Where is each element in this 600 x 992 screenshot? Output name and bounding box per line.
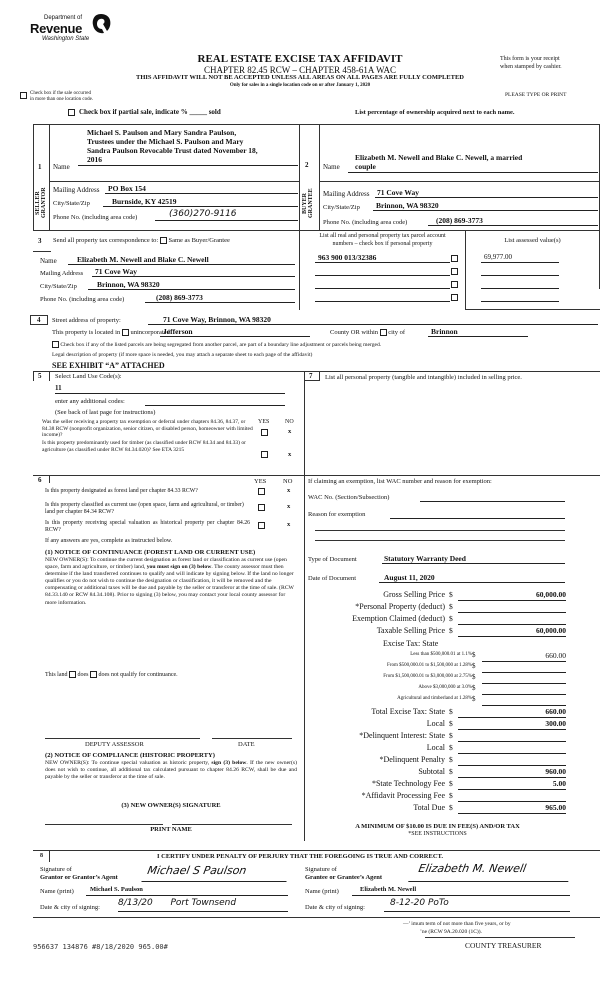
notice2-text-a: NEW OWNER(S): To continue special valuation as historic property, bbox=[45, 760, 212, 766]
buyer-city-field[interactable]: Brinnon, WA 98320 bbox=[373, 201, 598, 211]
land-use-q2-no-answer[interactable]: x bbox=[288, 451, 292, 458]
delinq-state-label: *Delinquent Interest: State bbox=[359, 731, 445, 740]
dor-logo bbox=[30, 12, 130, 52]
delinq-state-field[interactable] bbox=[458, 731, 566, 742]
notice1-title: (1) NOTICE OF CONTINUANCE (FOREST LAND OR CURRENT USE) bbox=[45, 549, 256, 556]
divider bbox=[33, 251, 51, 252]
forest-q2-yes-checkbox[interactable] bbox=[258, 504, 265, 511]
seller-name-line1: Michael S. Paulson and Mary Sandra Paulson, bbox=[87, 128, 237, 137]
assessed-value-field[interactable] bbox=[481, 292, 559, 302]
land-use-label: Select Land Use Code(s): bbox=[55, 373, 122, 380]
personal-label: *Personal Property (deduct) bbox=[355, 602, 445, 611]
grantor-city-value: Port Townsend bbox=[170, 898, 237, 908]
fee-row-personal bbox=[300, 602, 600, 614]
notice1-text bbox=[45, 557, 297, 607]
buyer-phone-label: Phone No. (including area code) bbox=[323, 219, 408, 226]
taxable-label: Taxable Selling Price bbox=[376, 626, 445, 635]
unincorporated-checkbox[interactable] bbox=[122, 329, 129, 336]
grantee-date-field[interactable]: 8-12-20 PoTo bbox=[384, 898, 570, 912]
no-header: NO bbox=[285, 419, 294, 425]
personal-property-checkbox[interactable] bbox=[451, 281, 458, 288]
divider bbox=[49, 475, 50, 483]
see-back-note: (See back of last page for instructions) bbox=[55, 409, 156, 416]
dollar-sign: $ bbox=[449, 707, 453, 716]
buyer-phone-field[interactable]: (208) 869-3773 bbox=[428, 216, 598, 226]
perjury-note-2: ’ne (RCW 9A.20.020 (1C)). bbox=[420, 929, 482, 935]
seller-name-label: Name bbox=[53, 163, 70, 171]
seller-name-line2: Trustees under the Michael S. Paulson and Mary bbox=[87, 137, 244, 146]
perjury-note-1: —’ imum term of not more than five years, or by bbox=[403, 921, 511, 927]
rate-label: From $1,500,000.01 to $3,000,000 at 2.75% bbox=[383, 674, 472, 679]
multi-location-checkbox[interactable] bbox=[20, 92, 27, 99]
additional-codes-field[interactable] bbox=[145, 397, 285, 406]
section-8-number: 8 bbox=[40, 853, 43, 859]
city-field[interactable]: Brinnon bbox=[428, 327, 528, 337]
forest-q1: Is this property designated as forest land per chapter 84.33 RCW? bbox=[45, 488, 198, 494]
dollar-sign: $ bbox=[449, 590, 453, 599]
warning-text: THIS AFFIDAVIT WILL NOT BE ACCEPTED UNLESS ALL AREAS ON ALL PAGES ARE FULLY COMPLETED bbox=[136, 74, 464, 81]
does-not-label: does not qualify for continuance. bbox=[98, 671, 178, 678]
dollar-sign: $ bbox=[449, 731, 453, 740]
seller-side-label: SELLER GRANTOR bbox=[35, 187, 47, 219]
notice2-bold: sign (3) below bbox=[211, 760, 247, 766]
parcel-number-field[interactable] bbox=[315, 292, 450, 302]
assessed-value-field[interactable] bbox=[481, 279, 559, 289]
seller-name-line4[interactable]: 2016 bbox=[78, 155, 298, 166]
divider bbox=[33, 371, 34, 381]
parcel-number-field[interactable] bbox=[315, 266, 450, 276]
dollar-sign: $ bbox=[449, 779, 453, 788]
partial-sale-label: Check box if partial sale, indicate % _____ sold bbox=[79, 108, 221, 116]
receipt-note-2: when stamped by cashier. bbox=[500, 64, 562, 70]
forest-yes-header: YES bbox=[254, 478, 267, 485]
section-3-number: 3 bbox=[38, 237, 42, 245]
wac-field[interactable] bbox=[420, 493, 565, 502]
notice1-bold: you must sign on (3) below bbox=[146, 564, 212, 571]
parcel-number-field[interactable] bbox=[315, 279, 450, 289]
rate-label: From $500,000.01 to $1,500,000 at 1.28% bbox=[387, 663, 472, 668]
dollar-sign: $ bbox=[472, 695, 476, 703]
buyer-city-label: City/State/Zip bbox=[323, 204, 360, 211]
grantee-signature-field[interactable]: Elizabeth M. Newell bbox=[408, 862, 572, 882]
fee-row-delinq-local bbox=[300, 743, 600, 755]
forest-no-header: NO bbox=[283, 478, 293, 485]
see-instructions: *SEE INSTRUCTIONS bbox=[408, 831, 467, 837]
certify-text: I CERTIFY UNDER PENALTY OF PERJURY THAT THE FOREGOING IS TRUE AND CORRECT. bbox=[156, 853, 443, 860]
seller-mailing-label: Mailing Address bbox=[53, 186, 100, 194]
notice1-text-a: NEW OWNER(S): To continue the current designation as forest land or classification as current use (open space, farm and agriculture, or timber) land, bbox=[45, 557, 287, 571]
print-name-line[interactable] bbox=[172, 824, 292, 825]
tech-fee-field[interactable]: 5.00 bbox=[458, 779, 566, 790]
corr-name-label: Name bbox=[40, 257, 57, 265]
doc-date-field[interactable]: August 11, 2020 bbox=[379, 573, 565, 583]
forest-q3: Is this property receiving special valuation as historical property per chapter 84.26 RCW? bbox=[45, 520, 250, 533]
grantor-name-field[interactable]: Michael S. Paulson bbox=[86, 886, 288, 896]
dor-swirl-logo-icon bbox=[90, 12, 112, 36]
land-use-q2: Is this property predominantly used for timber (as classified under RCW 84.34 and 84.33) or agriculture (as classified under RCW 84.34.020)? See ETA 3215 bbox=[42, 440, 246, 453]
new-owner-signature-label: (3) NEW OWNER(S) SIGNATURE bbox=[121, 802, 221, 809]
fee-row-delinq-state bbox=[300, 731, 600, 743]
deputy-assessor-label: DEPUTY ASSESSOR bbox=[85, 741, 144, 748]
dollar-sign: $ bbox=[449, 803, 453, 812]
forest-q1-no-answer[interactable]: x bbox=[287, 487, 291, 494]
seller-city-field[interactable]: Burnside, KY 42519 bbox=[103, 197, 298, 207]
corr-name-field[interactable]: Elizabeth M. Newell and Blake C. Newell bbox=[68, 255, 295, 265]
dollar-sign: $ bbox=[449, 743, 453, 752]
doc-type-label: Type of Document bbox=[308, 556, 357, 563]
seller-name-line3: Sandra Paulson Revocable Trust dated November 18, bbox=[87, 146, 258, 155]
corr-mailing-field[interactable]: 71 Cove Way bbox=[92, 267, 295, 277]
reason-label: Reason for exemption bbox=[308, 511, 366, 518]
corr-mailing-label: Mailing Address bbox=[40, 270, 84, 277]
assessed-header: List assessed value(s) bbox=[504, 237, 561, 244]
date-label: DATE bbox=[238, 741, 255, 748]
treasurer-line bbox=[425, 937, 575, 938]
fee-row-local bbox=[300, 719, 600, 731]
correspondence-text: Send all property tax correspondence to: bbox=[53, 237, 159, 244]
divider bbox=[33, 475, 600, 476]
multi-location-label-1: Check box if the sale occurred bbox=[30, 91, 91, 96]
parcel-number-field[interactable]: 963 900 013/32386 bbox=[315, 253, 450, 263]
section-2-number: 2 bbox=[305, 161, 309, 169]
dollar-sign: $ bbox=[472, 673, 476, 681]
divider bbox=[33, 850, 600, 851]
delinq-local-field[interactable] bbox=[458, 743, 566, 754]
this-land-label: This land bbox=[45, 671, 68, 678]
divider bbox=[299, 124, 300, 230]
parcel-header-1: List all real and personal property tax parcel account bbox=[319, 233, 446, 239]
grantee-name-label: Name (print) bbox=[305, 888, 339, 895]
new-owner-signature-line[interactable] bbox=[45, 824, 163, 825]
legal-label: Legal description of property (if more space is needed, you may attach a separate sheet to each page of the affidavit) bbox=[52, 352, 313, 358]
penalty-field[interactable] bbox=[458, 755, 566, 766]
parcel-header-2: numbers – check box if personal property bbox=[332, 241, 433, 247]
segregated-label: Check box if any of the listed parcels are being segregated from another parcel, are part of a boundary line adjustment or parcels being merged. bbox=[60, 341, 382, 348]
grantor-name-label: Name (print) bbox=[40, 888, 74, 895]
additional-codes-label: enter any additional codes: bbox=[55, 398, 125, 405]
rate-value-field[interactable] bbox=[482, 684, 566, 695]
processing-fee-label: *Affidavit Processing Fee bbox=[361, 791, 445, 800]
grantee-sig-label-2: Grantee or Grantee’s Agent bbox=[305, 874, 383, 881]
divider bbox=[49, 181, 299, 182]
buyer-name-line1: Elizabeth M. Newell and Blake C. Newell, a married bbox=[355, 153, 523, 162]
personal-field[interactable] bbox=[458, 602, 566, 613]
segregated-row bbox=[52, 341, 381, 348]
rate-label: Agricultural and timberland at 1.28% bbox=[397, 696, 472, 701]
corr-city-label: City/State/Zip bbox=[40, 283, 77, 290]
ownership-note: List percentage of ownership acquired next to each name. bbox=[355, 109, 515, 116]
dollar-sign: $ bbox=[472, 662, 476, 670]
divider bbox=[33, 124, 34, 230]
divider bbox=[319, 181, 599, 182]
divider bbox=[33, 917, 600, 918]
grantee-sig-label-1: Signature of bbox=[305, 866, 337, 873]
fee-row-total-state bbox=[300, 707, 600, 719]
section-7-number: 7 bbox=[309, 372, 313, 380]
correspondence-label bbox=[53, 237, 230, 244]
processing-fee-field[interactable] bbox=[458, 791, 566, 802]
fee-row-exemption bbox=[300, 614, 600, 626]
rate-label: Above $3,000,000 at 3.0% bbox=[418, 685, 472, 690]
land-use-q1-no-answer[interactable]: x bbox=[288, 428, 292, 435]
subtotal-label: Subtotal bbox=[418, 767, 445, 776]
rate-value-field[interactable]: 660.00 bbox=[482, 651, 566, 662]
county-within-row bbox=[330, 329, 405, 336]
taxable-field[interactable]: 60,000.00 bbox=[458, 626, 566, 637]
grantee-date-label: Date & city of signing: bbox=[305, 904, 365, 911]
buyer-name-label: Name bbox=[323, 163, 340, 171]
grantor-sig-label-2: Grantor or Grantor’s Agent bbox=[40, 874, 118, 881]
divider bbox=[49, 371, 50, 381]
city-checkbox[interactable] bbox=[380, 329, 387, 336]
located-in-label: This property is located in bbox=[52, 329, 121, 336]
total-due-label: Total Due bbox=[413, 803, 445, 812]
subtotal-field[interactable]: 960.00 bbox=[458, 767, 566, 778]
segregated-checkbox[interactable] bbox=[52, 341, 59, 348]
forest-q1-yes-checkbox[interactable] bbox=[258, 488, 265, 495]
tech-fee-label: *State Technology Fee bbox=[371, 779, 445, 788]
rate-value-field[interactable] bbox=[482, 662, 566, 673]
dollar-sign: $ bbox=[472, 684, 476, 692]
same-as-buyer-label: Same as Buyer/Grantee bbox=[168, 237, 230, 244]
exemption-claimed-label: Exemption Claimed (deduct) bbox=[352, 614, 445, 623]
grantor-sig-label-1: Signature of bbox=[40, 866, 72, 873]
gross-field[interactable]: 60,000.00 bbox=[458, 590, 566, 601]
dollar-sign: $ bbox=[449, 755, 453, 764]
section-4-number: 4 bbox=[37, 316, 41, 324]
form-subtitle: CHAPTER 82.45 RCW – CHAPTER 458-61A WAC bbox=[204, 65, 396, 75]
grantor-date-field[interactable] bbox=[118, 898, 288, 912]
doc-date-label: Date of Document bbox=[308, 575, 357, 582]
yes-header: YES bbox=[258, 419, 270, 425]
personal-property-checkbox[interactable] bbox=[451, 268, 458, 275]
dollar-sign: $ bbox=[449, 602, 453, 611]
dollar-sign: $ bbox=[449, 791, 453, 800]
buyer-mailing-field[interactable]: 71 Cove Way bbox=[375, 188, 598, 198]
dollar-sign: $ bbox=[472, 651, 476, 659]
county-or-label: County OR within bbox=[330, 329, 379, 336]
rate-value-field[interactable] bbox=[482, 695, 566, 706]
personal-property-label: List all personal property (tangible and intangible) included in selling price. bbox=[325, 374, 522, 381]
exemption-claimed-field[interactable] bbox=[458, 614, 566, 625]
rate-label: Less than $500,000.01 at 1.1% bbox=[410, 652, 472, 657]
total-state-label: Total Excise Tax: State bbox=[371, 707, 445, 716]
land-use-q2-yes-checkbox[interactable] bbox=[261, 451, 268, 458]
divider bbox=[465, 309, 600, 310]
divider bbox=[319, 124, 320, 230]
corr-city-field[interactable]: Brinnon, WA 98320 bbox=[88, 280, 295, 290]
divider bbox=[49, 850, 50, 862]
assessed-value-field[interactable]: 69,977.00 bbox=[481, 253, 559, 263]
divider bbox=[33, 124, 600, 125]
grantor-signature-field[interactable]: Michael S Paulson bbox=[141, 864, 289, 882]
logo-line2: Revenue bbox=[30, 21, 83, 36]
fee-row-taxable bbox=[300, 626, 600, 638]
minimum-note: A MINIMUM OF $10.00 IS DUE IN FEE(S) AND/OR TAX bbox=[355, 823, 520, 830]
only-for-text: Only for sales in a single location code on or after January 1, 2020 bbox=[229, 83, 371, 88]
reason-line-3[interactable] bbox=[315, 540, 565, 541]
dollar-sign: $ bbox=[449, 719, 453, 728]
section-5-number: 5 bbox=[38, 372, 42, 380]
receipt-note-1: This form is your receipt bbox=[500, 56, 560, 62]
dollar-sign: $ bbox=[449, 614, 453, 623]
county-treasurer-label: COUNTY TREASURER bbox=[465, 941, 542, 950]
fee-row-penalty bbox=[300, 755, 600, 767]
wac-label: WAC No. (Section/Subsection) bbox=[308, 494, 390, 501]
rate-value-field[interactable] bbox=[482, 673, 566, 684]
section-6-number: 6 bbox=[38, 476, 42, 484]
if-yes-note: If any answers are yes, complete as instructed below. bbox=[45, 538, 173, 544]
divider bbox=[33, 230, 600, 231]
legal-description: SEE EXHIBIT “A” ATTACHED bbox=[52, 361, 165, 370]
grantor-date-value: 8/13/20 bbox=[118, 898, 153, 908]
assessed-value-field[interactable] bbox=[481, 266, 559, 276]
rate-row bbox=[300, 695, 600, 707]
excise-label: Excise Tax: State bbox=[383, 639, 439, 648]
notice2-text-b: . If the new owner(s) does not wish to continue, all additional tax calculated pursuant to chapter 84.26 RCW, shall be due and payable by the seller or transferor at the time of sale. bbox=[45, 760, 297, 780]
county-field[interactable]: Jefferson bbox=[160, 327, 310, 337]
seller-city-label: City/State/Zip bbox=[53, 200, 90, 207]
land-use-q1-yes-checkbox[interactable] bbox=[261, 429, 268, 436]
fee-row-gross bbox=[300, 590, 600, 602]
grantee-name-field[interactable]: Elizabeth M. Newell bbox=[352, 886, 570, 896]
print-name-label: PRINT NAME bbox=[150, 826, 192, 833]
same-as-buyer-checkbox[interactable] bbox=[160, 237, 167, 244]
receipt-stamp: 956637 134876 #8/18/2020 965.00# bbox=[33, 943, 168, 951]
does-checkbox[interactable] bbox=[69, 671, 76, 678]
notice1-text-b: . The county assessor must then determine if the land transferred continues to qualify and will indicate by signing below. If the land no longer qualifies or you do not wish to continue the designation or classification, it will be removed and the compensating or additional taxes will be due and payable by the seller or transferor at the time of sale. (RCW 84.33.140 or RCW 84.34.108). Prior to signing (3) below, you may contact your local county assessor for more information. bbox=[45, 564, 294, 606]
dollar-sign: $ bbox=[449, 767, 453, 776]
local-label: Local bbox=[426, 719, 445, 728]
partial-sale-checkbox[interactable] bbox=[68, 109, 75, 116]
city-of-label: city of bbox=[388, 329, 406, 336]
gross-label: Gross Selling Price bbox=[383, 590, 445, 599]
notice2-text bbox=[45, 760, 297, 781]
please-type: PLEASE TYPE OR PRINT bbox=[505, 92, 567, 98]
land-use-code-field[interactable]: 11 bbox=[55, 384, 285, 394]
section-1-number: 1 bbox=[38, 163, 42, 171]
buyer-side-label: BUYER GRANTEE bbox=[302, 188, 314, 218]
continuance-row bbox=[45, 671, 178, 678]
land-use-q1: Was the seller receiving a property tax exemption or deferral under chapters 84.36, 84.37, or 84.38 RCW (nonprofit organization, senior citizen, or disabled person, homeowner with limited income)? bbox=[42, 419, 253, 439]
assessor-signature-line[interactable] bbox=[45, 738, 200, 739]
grantor-date-label: Date & city of signing: bbox=[40, 904, 100, 911]
personal-property-checkbox[interactable] bbox=[451, 255, 458, 262]
unincorporated-label: unincorporated bbox=[130, 329, 170, 336]
logo-line3: Washington State bbox=[42, 36, 90, 42]
seller-phone-label: Phone No. (including area code) bbox=[53, 214, 138, 221]
seller-mailing-field[interactable]: PO Box 154 bbox=[105, 184, 298, 194]
personal-property-checkbox[interactable] bbox=[451, 294, 458, 301]
forest-q2: Is this property classified as current use (open space, farm and agricultural, or timber) land per chapter 84.34 RCW? bbox=[45, 502, 244, 515]
forest-q3-no-answer[interactable]: x bbox=[287, 521, 291, 528]
street-field[interactable]: 71 Cove Way, Brinnon, WA 98320 bbox=[148, 315, 598, 325]
penalty-label: *Delinquent Penalty bbox=[379, 755, 445, 764]
divider bbox=[49, 124, 50, 230]
notice2-title: (2) NOTICE OF COMPLIANCE (HISTORIC PROPERTY) bbox=[45, 752, 215, 759]
reason-field[interactable] bbox=[390, 510, 565, 519]
delinq-local-label: Local bbox=[426, 743, 445, 752]
fee-row-tech bbox=[300, 779, 600, 791]
fee-row-total bbox=[300, 803, 600, 815]
corr-phone-label: Phone No. (including area code) bbox=[40, 296, 125, 303]
forest-q3-yes-checkbox[interactable] bbox=[258, 522, 265, 529]
form-title: REAL ESTATE EXCISE TAX AFFIDAVIT bbox=[197, 53, 403, 65]
dollar-sign: $ bbox=[449, 626, 453, 635]
total-due-field[interactable]: 965.00 bbox=[458, 803, 566, 814]
logo-line1: Department of bbox=[44, 15, 83, 21]
total-state-field[interactable]: 660.00 bbox=[458, 707, 566, 718]
does-label: does bbox=[77, 671, 89, 678]
forest-q2-no-answer[interactable]: x bbox=[287, 503, 291, 510]
exemption-header: If claiming an exemption, list WAC number and reason for exemption: bbox=[308, 478, 492, 485]
corr-phone-field[interactable]: (208) 869-3773 bbox=[145, 293, 295, 303]
street-label: Street address of property: bbox=[52, 317, 121, 324]
buyer-name-line2[interactable]: couple bbox=[348, 162, 598, 173]
fee-row-processing bbox=[300, 791, 600, 803]
fee-row-subtotal bbox=[300, 767, 600, 779]
does-not-checkbox[interactable] bbox=[90, 671, 97, 678]
seller-phone-field[interactable]: (360)270-9116 bbox=[155, 209, 298, 221]
doc-type-field[interactable]: Statutory Warranty Deed bbox=[382, 554, 565, 564]
buyer-mailing-label: Mailing Address bbox=[323, 190, 370, 198]
assessor-date-line[interactable] bbox=[212, 738, 292, 739]
located-row bbox=[52, 329, 170, 336]
local-field[interactable]: 300.00 bbox=[458, 719, 566, 730]
reason-line-2[interactable] bbox=[315, 530, 565, 531]
multi-location-label-2: in more than one location code. bbox=[30, 97, 94, 102]
